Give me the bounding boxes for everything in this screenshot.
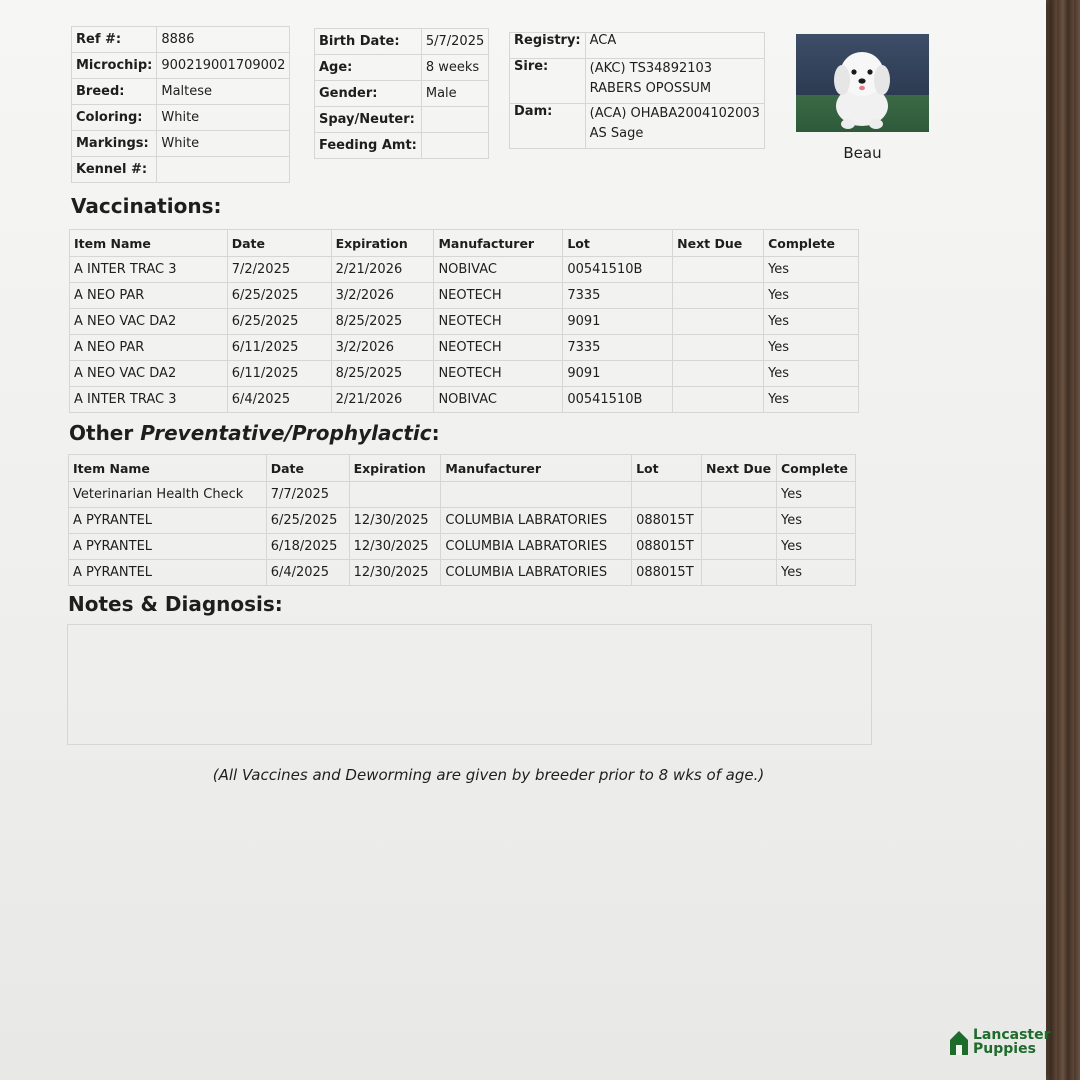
registry-value: ACA: [585, 33, 764, 59]
vaccinations-cell: Yes: [764, 335, 859, 361]
birth-info-body: [315, 29, 489, 159]
vaccinations-cell: [673, 283, 764, 309]
vaccinations-cell: A NEO PAR: [70, 335, 228, 361]
preventative-cell: [702, 560, 777, 586]
puppy-info-value: Maltese: [157, 79, 290, 105]
vaccinations-cell: 00541510B: [563, 387, 673, 413]
vaccinations-cell: 9091: [563, 309, 673, 335]
preventative-row: [69, 560, 856, 586]
preventative-cell: 6/25/2025: [266, 508, 349, 534]
vaccinations-cell: 9091: [563, 361, 673, 387]
vaccinations-cell: Yes: [764, 361, 859, 387]
puppy-info-label: Ref #:: [72, 27, 157, 53]
vaccinations-column-header: Manufacturer: [434, 230, 563, 257]
vaccinations-row: [70, 283, 859, 309]
vaccinations-cell: 3/2/2026: [331, 283, 434, 309]
preventative-cell: Yes: [777, 508, 856, 534]
vaccinations-cell: 6/11/2025: [227, 335, 331, 361]
preventative-column-header: Manufacturer: [441, 455, 632, 482]
preventative-cell: [702, 508, 777, 534]
birth-info-label: Gender:: [315, 81, 422, 107]
preventative-cell: A PYRANTEL: [69, 508, 267, 534]
vaccinations-row: [70, 387, 859, 413]
preventative-cell: COLUMBIA LABRATORIES: [441, 560, 632, 586]
vaccinations-column-header: Next Due: [673, 230, 764, 257]
sire-name: RABERS OPOSSUM: [589, 81, 712, 96]
puppy-info-row: [72, 27, 290, 53]
preventative-cell: Yes: [777, 534, 856, 560]
pedigree-table: [509, 32, 765, 149]
preventative-cell: 12/30/2025: [349, 534, 441, 560]
dam-label: Dam:: [510, 104, 586, 149]
preventative-cell: [441, 482, 632, 508]
preventative-cell: [702, 534, 777, 560]
vaccinations-cell: [673, 361, 764, 387]
vaccinations-row: [70, 257, 859, 283]
preventative-heading-italic: Preventative/Prophylactic: [140, 421, 432, 445]
footnote: (All Vaccines and Deworming are given by breeder prior to 8 wks of age.): [212, 766, 765, 784]
logo-wordmark: [970, 1028, 1051, 1056]
preventative-row: [69, 482, 856, 508]
birth-info-label: Age:: [315, 55, 422, 81]
vaccinations-cell: 00541510B: [563, 257, 673, 283]
puppy-info-label: Markings:: [72, 131, 157, 157]
vaccinations-cell: A NEO VAC DA2: [70, 309, 228, 335]
vaccinations-cell: [673, 257, 764, 283]
dam-row: [510, 104, 765, 149]
preventative-body: [69, 482, 856, 586]
preventative-cell: 6/4/2025: [266, 560, 349, 586]
preventative-cell: COLUMBIA LABRATORIES: [441, 508, 632, 534]
preventative-cell: COLUMBIA LABRATORIES: [441, 534, 632, 560]
puppy-info-row: [72, 53, 290, 79]
puppy-name: Beau: [843, 144, 882, 162]
vaccinations-row: [70, 309, 859, 335]
preventative-row: [69, 534, 856, 560]
vaccinations-column-header: Date: [227, 230, 331, 257]
puppy-info-value: White: [157, 131, 290, 157]
birth-info-value: Male: [421, 81, 488, 107]
puppy-info-row: [72, 157, 290, 183]
birth-info-row: [315, 133, 489, 159]
vaccinations-cell: Yes: [764, 387, 859, 413]
vaccinations-column-header: Item Name: [70, 230, 228, 257]
preventative-heading-colon: :: [431, 421, 440, 445]
vaccinations-cell: 2/21/2026: [331, 387, 434, 413]
vaccinations-cell: 6/4/2025: [227, 387, 331, 413]
vaccinations-cell: NEOTECH: [434, 335, 563, 361]
vaccinations-cell: 2/21/2026: [331, 257, 434, 283]
preventative-heading: [69, 421, 440, 445]
vaccinations-cell: A NEO VAC DA2: [70, 361, 228, 387]
sire-value: [585, 59, 764, 104]
registry-label: Registry:: [510, 33, 586, 59]
puppy-info-body: [72, 27, 290, 183]
sire-label: Sire:: [510, 59, 586, 104]
birth-info-value: [421, 133, 488, 159]
vaccinations-cell: [673, 387, 764, 413]
puppy-info-row: [72, 79, 290, 105]
vaccinations-cell: NEOTECH: [434, 309, 563, 335]
preventative-table: [68, 454, 856, 586]
vaccinations-row: [70, 335, 859, 361]
preventative-cell: [632, 482, 702, 508]
wood-table-background: [1040, 0, 1080, 1080]
preventative-column-header: Date: [266, 455, 349, 482]
vaccinations-header-row: [70, 230, 859, 257]
notes-heading: Notes & Diagnosis:: [68, 592, 283, 616]
puppy-info-label: Kennel #:: [72, 157, 157, 183]
vaccinations-body: [70, 257, 859, 413]
notes-box: [67, 624, 872, 745]
vaccinations-cell: 6/25/2025: [227, 309, 331, 335]
sire-row: [510, 59, 765, 104]
vaccinations-cell: 3/2/2026: [331, 335, 434, 361]
preventative-cell: 12/30/2025: [349, 508, 441, 534]
preventative-column-header: Complete: [777, 455, 856, 482]
birth-info-label: Feeding Amt:: [315, 133, 422, 159]
birth-info-row: [315, 29, 489, 55]
vaccinations-cell: [673, 335, 764, 361]
vaccinations-cell: 7335: [563, 283, 673, 309]
birth-info-row: [315, 55, 489, 81]
preventative-cell: A PYRANTEL: [69, 534, 267, 560]
preventative-cell: Veterinarian Health Check: [69, 482, 267, 508]
vaccinations-cell: A INTER TRAC 3: [70, 257, 228, 283]
lancaster-puppies-logo: [948, 1028, 1051, 1056]
puppy-info-table: [71, 26, 290, 183]
preventative-cell: 088015T: [632, 534, 702, 560]
birth-info-value: [421, 107, 488, 133]
puppy-info-label: Coloring:: [72, 105, 157, 131]
preventative-cell: 7/7/2025: [266, 482, 349, 508]
logo-line-1: Lancaster: [973, 1027, 1051, 1043]
preventative-cell: Yes: [777, 482, 856, 508]
birth-info-label: Spay/Neuter:: [315, 107, 422, 133]
vaccinations-cell: NOBIVAC: [434, 387, 563, 413]
preventative-cell: A PYRANTEL: [69, 560, 267, 586]
puppy-info-value: 8886: [157, 27, 290, 53]
vaccinations-table: [69, 229, 859, 413]
sire-registration: (AKC) TS34892103: [589, 61, 713, 76]
vaccinations-column-header: Lot: [563, 230, 673, 257]
preventative-heading-text: Other: [69, 421, 141, 445]
birth-info-value: 5/7/2025: [421, 29, 488, 55]
logo-line-2: Puppies: [973, 1041, 1036, 1057]
vaccinations-column-header: Expiration: [331, 230, 434, 257]
vaccinations-cell: A INTER TRAC 3: [70, 387, 228, 413]
puppy-info-value: 900219001709002: [157, 53, 290, 79]
birth-info-value: 8 weeks: [421, 55, 488, 81]
vaccinations-cell: NOBIVAC: [434, 257, 563, 283]
preventative-cell: 088015T: [632, 508, 702, 534]
registry-row: [510, 33, 765, 59]
vaccinations-cell: NEOTECH: [434, 283, 563, 309]
vaccinations-cell: 6/25/2025: [227, 283, 331, 309]
puppy-info-label: Breed:: [72, 79, 157, 105]
puppy-info-row: [72, 105, 290, 131]
vaccinations-cell: Yes: [764, 283, 859, 309]
vaccinations-cell: Yes: [764, 309, 859, 335]
preventative-cell: Yes: [777, 560, 856, 586]
preventative-column-header: Lot: [632, 455, 702, 482]
puppy-info-row: [72, 131, 290, 157]
birth-info-label: Birth Date:: [315, 29, 422, 55]
vaccinations-row: [70, 361, 859, 387]
preventative-column-header: Next Due: [702, 455, 777, 482]
vaccinations-cell: Yes: [764, 257, 859, 283]
puppy-info-value: White: [157, 105, 290, 131]
vaccinations-cell: 8/25/2025: [331, 309, 434, 335]
preventative-cell: [702, 482, 777, 508]
preventative-cell: 088015T: [632, 560, 702, 586]
preventative-row: [69, 508, 856, 534]
vaccinations-cell: 6/11/2025: [227, 361, 331, 387]
dam-registration: (ACA) OHABA2004102003: [589, 106, 760, 121]
vaccinations-cell: NEOTECH: [434, 361, 563, 387]
vaccinations-column-header: Complete: [764, 230, 859, 257]
birth-info-table: [314, 28, 489, 159]
vaccinations-heading: Vaccinations:: [71, 194, 222, 218]
preventative-cell: 12/30/2025: [349, 560, 441, 586]
logo-house-icon: [948, 1028, 970, 1056]
vaccinations-cell: 7335: [563, 335, 673, 361]
puppy-illustration: [796, 34, 929, 132]
preventative-cell: 6/18/2025: [266, 534, 349, 560]
vaccinations-cell: 8/25/2025: [331, 361, 434, 387]
vaccinations-cell: 7/2/2025: [227, 257, 331, 283]
vaccinations-cell: A NEO PAR: [70, 283, 228, 309]
puppy-info-value: [157, 157, 290, 183]
preventative-column-header: Item Name: [69, 455, 267, 482]
birth-info-row: [315, 107, 489, 133]
dam-value: [585, 104, 764, 149]
preventative-header-row: [69, 455, 856, 482]
puppy-photo: [796, 34, 929, 132]
puppy-info-label: Microchip:: [72, 53, 157, 79]
dam-name: AS Sage: [589, 126, 644, 141]
preventative-cell: [349, 482, 441, 508]
vaccinations-cell: [673, 309, 764, 335]
birth-info-row: [315, 81, 489, 107]
preventative-column-header: Expiration: [349, 455, 441, 482]
